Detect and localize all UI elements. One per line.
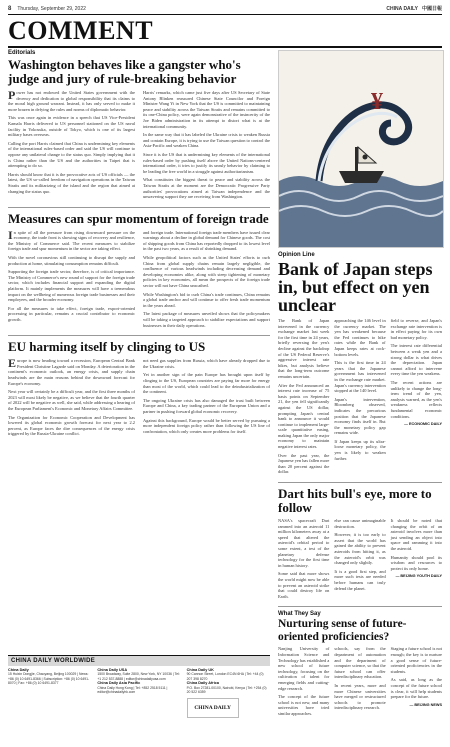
- dart-article: [278, 518, 442, 602]
- future-school-paragraph: The concept of the future school is not new, and many universities have tried similar approaches.: [278, 694, 330, 716]
- page-topline: [8, 4, 442, 13]
- third-column-2: [143, 358, 270, 440]
- future-school-column-1: [278, 646, 329, 719]
- third-paragraph: Yet in another sign of the pain Europe has brought upon itself by clinging to the US, European countries are paying far more for energy than most of the world, which could lead to the deindustrialization of the continent.: [143, 372, 270, 395]
- second-column-1: [8, 227, 135, 332]
- divider: [8, 207, 270, 208]
- boj-paragraph: Japan's intervention, Bloomberg observed, indicates the precarious position that the Japanese economy finds itself in. But the monetary policy gap remains wide.: [334, 396, 386, 436]
- dart-paragraph: Some said that more shows the world might now be able to prevent an asteroid strike that could destroy life on Earth.: [278, 571, 330, 599]
- boj-paragraph: Over the past year, the Japanese yen has fallen more than 20 percent against the dollar.: [278, 452, 330, 475]
- boj-headline: Bank of Japan steps in, but effect on yen unclear: [278, 259, 433, 315]
- boj-paragraph: After the Fed announced an interest rate increase of 75 basis points on September 21, the yen fell significantly against the US dollar, prompting Japan's central bank to announce it would continue to implement large-scale quantitative easing, making Japan the only major economy to maintain negative interest rates.: [278, 382, 330, 450]
- dart-paragraph: It is a good first step, and more such tests are needed before humans can truly defend the planet.: [334, 568, 386, 591]
- second-paragraph: The latest package of measures unveiled shows that the policymakers will be taking a targeted approach to stabilize expectations and support businesses in their daily operations.: [143, 311, 270, 328]
- right-column: [278, 50, 442, 719]
- third-column-1: [8, 358, 135, 440]
- footer-column-text: China Daily Hong Kong | Tel: +852 2518 5111 | editor@chinadailyhk.com: [97, 685, 168, 695]
- dart-headline: Dart hits bull's eye, more to follow: [278, 486, 432, 516]
- lead-paragraph: In the same way that it has labeled the Ukraine crisis to weaken Russia and contain Europe, it is trying to use the Taiwan question to control the Asia-Pacific and weaken China.: [143, 132, 270, 149]
- future-school-article: [278, 646, 442, 719]
- second-paragraph: Supporting the foreign trade sector, therefore, is of critical importance. The Ministry of Commerce's new round of support for the foreign trade sector, which includes financial support and expanding the digital platform. It mainly implements the measures will have a tremendous impact on the wellbeing of numerous foreign trade businesses and their employees, and the broader economy.: [8, 269, 135, 303]
- second-paragraph: While geopolitical factors such as the United States' efforts to curb China from global supply chains remain largely negligible, the confluence of various headwinds including decreasing demand and developing economies alike, along with steep tightening of monetary policies in key economies, all mean the prospects of the foreign trade sector will not have China unscathed.: [143, 255, 270, 289]
- third-paragraph: The Organization for Economic Cooperation and Development has lowered its global economic growth forecast for next year to 2.2 percent, as Europe faces the dire consequences of the energy crisis triggered by the Russia-Ukraine conflict.: [8, 414, 135, 437]
- left-column: [8, 50, 270, 440]
- lead-paragraph: Harris should know that it is the provocative acts of US officials — the latest, the US so-called freedom of navigation operations in the Taiwan Straits and its militarizing of the island and the region that aimed at changing the status quo.: [8, 171, 135, 194]
- lead-paragraph: Harris' remarks, which came just five days after US Secretary of State Antony Blinken reassured Chinese State Councilor and Foreign Minister Wang Yi in New York that the US is committed to maintaining peace and stability across the Taiwan Straits and remains committed to its one-China policy, were again demonstrative of the insincerity of the Joe Biden administration in its attempt to distort what is at the international community.: [143, 90, 270, 129]
- divider: [8, 335, 270, 336]
- dart-paragraph: else can cause unimaginable destruction.: [334, 518, 386, 529]
- boj-paragraph: The recent actions are unlikely to change the long-term trend of the yen, analysts warned, as the yen's weakness reflects fundamental economic conditions.: [390, 379, 442, 419]
- third-paragraph: Next year will certainly be a difficult year, and the first three months of 2023 will most likely be negative, as we believe that the fourth quarter of 2022 will be negative as well, she said, while addressing a hearing of the European Parliament's Economic and Monetary Affairs Committee.: [8, 389, 135, 411]
- boj-paragraph: field to reverse, and Japan's exchange rate intervention is in effect paying for its own bad monetary policy.: [390, 318, 442, 340]
- dart-paragraph: Humanity should pool its wisdom and resources to protect its only home.: [390, 554, 442, 571]
- boj-paragraph: If Japan keeps up its ultra-loose monetary policy, the yen is likely to weaken further.: [334, 438, 386, 461]
- footer-column: [97, 668, 180, 718]
- boj-signoff: — ECONOMIC DAILY: [404, 422, 442, 427]
- future-school-paragraph: Nanjing University of Information Science and Technology has established a new school of future technology, focusing on the cultivation of talent for emerging fields and cutting-edge research.: [278, 646, 330, 691]
- lead-article: [8, 90, 270, 203]
- dart-column-1: [278, 518, 329, 602]
- dart-paragraph: It should be noted that changing the orbit of an asteroid involves more than just sending an object into space and ramming it into the asteroid.: [390, 518, 442, 551]
- section-title: COMMENT: [8, 16, 154, 45]
- boj-paragraph: approaching the 146 level in the currency market. The yen has weakened because the Fed continues to hike rates while the Bank of Japan keeps rates at rock-bottom levels.: [334, 318, 386, 357]
- second-paragraph: In spite of all the pressure from rising downward pressure on the economy, the trade front is showing signs of recovery and resilience, the Ministry of Commerce said. The recent measures to stabilize foreign trade and spur momentum in the sector are taking effect.: [8, 227, 135, 252]
- editorials-kicker: Editorials: [8, 50, 36, 56]
- third-headline: EU harming itself by clinging to US: [8, 339, 206, 355]
- dart-paragraph: However, it is too early to assert that the world has gained the ability to prevent asteroids from hitting it, as the asteroid's orbit was changed only slightly.: [334, 532, 386, 566]
- footer-column: [8, 668, 91, 718]
- footer-column-head: China Daily: [8, 668, 29, 672]
- sea-water: [279, 176, 443, 247]
- second-paragraph: With the novel coronavirus still continuing to disrupt the supply and production at home, stimulating consumption remains difficult.: [8, 255, 135, 266]
- divider: [278, 482, 442, 483]
- worldwide-footer: [8, 655, 270, 718]
- future-school-paragraph: Staging a future school is not enough; the key is to nurture a good sense of future-oriented proficiencies in the students.: [390, 646, 442, 674]
- page-date: Thursday, September 29, 2022: [17, 5, 86, 12]
- boj-column-3: [391, 318, 442, 478]
- second-column-2: [143, 230, 270, 332]
- dart-column-2: [334, 518, 385, 602]
- second-paragraph: and foreign trade. International foreign trade members have issued clear warnings about a decline in global demand for Chinese goods. The cost of shipping goods from China has reportedly dropped to its lowest level in the past two years, as a result of shrinking demand.: [143, 229, 270, 252]
- footer-column-text: P.O. Box 27281-00100, Nairobi, Kenya | Tel: +254 (0) 20 522 6359: [186, 685, 267, 695]
- lead-paragraph: What constitutes the biggest threat to peace and stability across the Taiwan Straits at the moment are the Democratic Progressive Party authorities' provocations aimed at Taiwan independence and the unwavering support they are receiving from Washington.: [143, 177, 270, 200]
- second-article: [8, 227, 270, 332]
- masthead-rule: [8, 14, 442, 15]
- what-they-say-label: What They Say: [278, 611, 321, 618]
- third-paragraph: Against this background, Europe would be better served by pursuing a more independent foreign policy rather than following the US line of confrontation, which only creates more problems for itself.: [143, 417, 270, 434]
- boj-column-2: [334, 318, 385, 478]
- second-headline: Measures can spur momentum of foreign trade: [8, 210, 269, 226]
- third-paragraph: The ongoing Ukraine crisis has also damaged the trust built between Europe and China, a key trading partner of the European Union and a partner in pushing forward global economic recovery.: [143, 397, 270, 414]
- brand-name: CHINA DAILY: [386, 5, 418, 12]
- boj-column-1: [278, 318, 329, 478]
- footer-column: [187, 668, 270, 718]
- yen-symbol-icon: ¥: [371, 89, 383, 115]
- lead-paragraph: Calling the port Harris claimed that China is undermining key elements of the international rules-based order and said the US will continue to oppose any unilateral change to the status quo. Simply implying that it is China rather than the US and the authorities in Taipei that is attempting to do so.: [8, 140, 135, 169]
- third-article: [8, 358, 270, 440]
- future-school-paragraph: schools, say from the department of automation and the department of computer science, so that the future school can offer interdisciplinary education.: [334, 646, 386, 680]
- future-school-column-2: [334, 646, 385, 719]
- second-paragraph: For all the measures to take effect, foreign trade, export-oriented processing in particular, remains a crucial contributor to economic growth.: [8, 305, 135, 322]
- second-paragraph: While Washington's bid to curb China's trade continues, China remains a global trade anchor and will continue to offer fresh trade momentum in the years ahead.: [143, 291, 270, 308]
- china-daily-logo: CHINA DAILY: [187, 698, 239, 718]
- footer-grid: [8, 668, 270, 718]
- boj-paragraph: The interest rate differential between a weak yen and a strong dollar is what drives the depreciation. Japan cannot afford to intervene every time the yen weakens.: [390, 343, 442, 377]
- lead-paragraph: Power has not endowed the United States government with the decency and dedication to global responsibility that its claims to the moral high ground warrant. Instead, it has only served to make it more brazen in defying the rules and norms of diplomatic behavior.: [8, 88, 135, 112]
- wave-ship-illustration: [279, 51, 443, 247]
- lead-column-2: [143, 90, 270, 203]
- footer-column-head: China Daily Africa: [186, 681, 220, 686]
- future-school-column-3: [391, 646, 442, 719]
- footer-column-text: 15 Huixin Dongjie, Chaoyang, Beijing 100029 | News: +86 (0) 10 6491-8366 | Subscription: +86 (0) 10 6491-8070 | Fax: +86 (0) 10 6491-8377: [8, 672, 90, 686]
- lead-paragraph: This was once again in evidence in a speech that US Vice-President Kamala Harris delivered to US personnel stationed on the US naval facility in Yokosuka, outside of Tokyo, which is one of its largest military bases overseas.: [8, 115, 135, 138]
- footer-column-text: 1500 Broadway, Suite 2800, New York, NY 10036 | Tel: +1 212 537-8888 | editor@chinadailyusa.com: [97, 672, 180, 681]
- dart-paragraph: NASA's spacecraft Dart rammed into an asteroid 11 million kilometers away at a speed that altered the asteroid's orbital period to some extent, a test of the planetary defense technology for the first time in human history.: [278, 518, 330, 568]
- future-school-signoff: — BEIJING NEWS: [409, 702, 442, 707]
- dart-column-3: [391, 518, 442, 602]
- lead-column-1: [8, 90, 135, 203]
- sailor-figure: [363, 155, 368, 160]
- footer-column-text: 90 Cannon Street, London EC4N 6HA | Tel: +44 (0) 207 398 8270: [186, 672, 264, 681]
- footer-title: CHINA DAILY WORLDWIDE: [8, 655, 270, 666]
- boj-paragraph: This is the first time in 24 years that the Japanese government has intervened in the exchange rate market. Japan's currency intervention stopped at the 140 level.: [334, 360, 386, 394]
- page-number: 8: [8, 5, 12, 12]
- divider: [278, 606, 442, 607]
- future-school-headline: Nurturing sense of future-oriented proficiencies?: [278, 618, 407, 643]
- brand-name-cn: 中國日報: [421, 6, 442, 12]
- topline-left: [8, 6, 86, 12]
- boj-paragraph: The Bank of Japan intervened in the currency exchange market last week for the first time in 24 years, briefly reversing the yen's decline against the backdrop of the US Federal Reserve's aggressive interest rate hikes, but analysts believe that the long-term outcome remains uncertain.: [278, 318, 330, 379]
- future-school-paragraph: As said, as long as the concept of the future school is clear, it will help students prepare for the future.: [390, 677, 442, 700]
- boj-article: [278, 318, 442, 478]
- section-rule: [8, 46, 442, 48]
- footer-column-head: China Daily USA: [97, 668, 128, 672]
- opinion-line-label: Opinion Line: [278, 252, 315, 258]
- footer-column-head: China Daily Asia Pacific: [97, 681, 141, 686]
- third-paragraph: Europe is now heading toward a recession, European Central Bank President Christine Lagarde said on Monday. A deterioration in the continent's economic outlook, an energy crisis, and supply chain headwinds are the main reasons behind the downward forecast for Europe's economy.: [8, 356, 135, 386]
- lead-paragraph: Since it is the US that is undermining key elements of the international rules-based order by pushing itself above the United Nations-centered international order, it tries to justify its unruly behavior by claiming to be leading the free world in a struggle against authoritarianism.: [143, 151, 270, 174]
- footer-column-head: China Daily UK: [186, 668, 214, 672]
- topline-right: [386, 5, 442, 12]
- third-paragraph: not need gas supplies from Russia, which have already dropped due to the Ukraine crisis.: [143, 358, 270, 369]
- dart-signoff: — BEIJING YOUTH DAILY: [395, 574, 442, 579]
- ship-hull: [339, 171, 384, 183]
- lead-headline: Washington behaves like a gangster who's judge and jury of rule-breaking behavior: [8, 57, 241, 86]
- future-school-paragraph: In recent years, more and more Chinese universities have merged or restructured schools to promote interdisciplinary research.: [334, 682, 386, 711]
- editorial-cartoon: [278, 50, 444, 248]
